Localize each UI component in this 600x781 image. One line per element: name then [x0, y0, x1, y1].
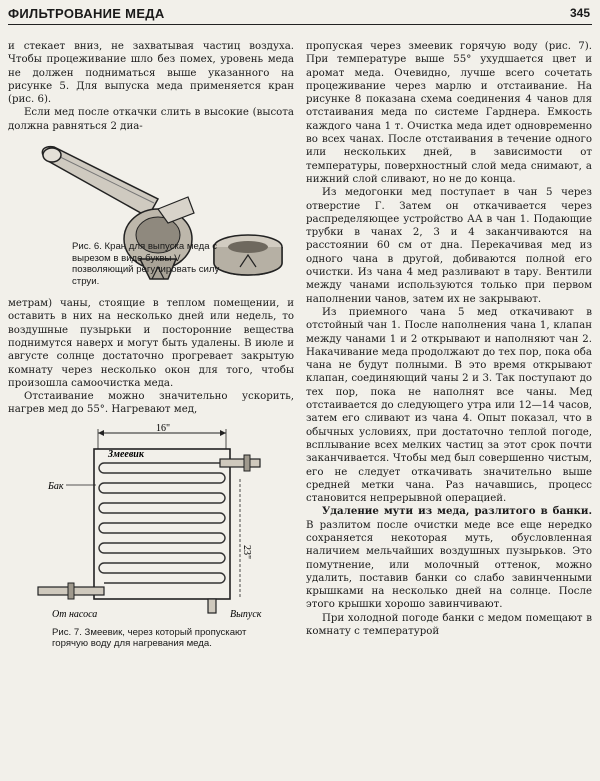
page-header	[8, 4, 592, 25]
section-body: В разлитом после очистки меде все еще нередко сохраняется некоторая муть, обусловленная наличием мельчайших воздушных пузырьков. Это помутнение, или молочный оттенок, можно удалить, поставив банки со слабо завинченными крышками на несколько дней на солнце. После этого крышки хорошо завинчивают.	[306, 519, 592, 611]
from-pump-label: От насоса	[52, 608, 98, 620]
right-column	[306, 40, 592, 638]
figure-7	[8, 422, 294, 650]
left-paragraph-2: Если мед после откачки слить в высокие (высота должна равняться 2 диа-	[8, 107, 294, 132]
left-paragraph-3: метрам) чаны, стоящие в теплом помещении, и оставить в них на несколько дней или недель, то воздушные пузырьки и посторонние вещества поднимутся наверх и могут быть удалены. В июле и августе солнце достаточно прогревает закрытую комнату через несколько окон для того, чтобы произошла самоочистка меда.	[8, 298, 294, 389]
right-paragraph-5: При холодной погоде банки с медом помещают в комнату с температурой	[306, 612, 592, 638]
left-paragraph-1: и стекает вниз, не захватывая частиц воздуха. Чтобы процеживание шло без помех, уровень меда не должен подниматься выше указанного на рисунке 5. Для выпуска меда применяется кран (рис. 6).	[8, 41, 294, 106]
page-number: 345	[569, 6, 590, 20]
right-paragraph-2: Из медогонки мед поступает в чан 5 через отверстие Г. Затем он откачивается через распределяющее устройство АА в чан 1. Подающие трубки в чанах 2, 3 и 4 заканчиваются на расстоянии 60 см от дна. Перекачивая мед из одного чана в другой, добиваются полной его очистки. Из чана 4 мед разливают в тару. Вентили между чанами используются только при первом наполнении чанов, затем их не закрывают.	[306, 187, 592, 305]
running-title: ФИЛЬТРОВАНИЕ МЕДА	[8, 6, 165, 21]
right-paragraph-4	[306, 505, 592, 611]
heating-coil-diagram	[8, 423, 294, 623]
figure-7-caption: Рис. 7. Змеевик, через который пропускают горячую воду для нагревания меда.	[52, 626, 247, 650]
height-dimension-label: 23"	[241, 544, 252, 559]
coil-loops	[99, 463, 225, 583]
outlet-label: Выпуск	[230, 608, 262, 620]
left-column	[8, 40, 294, 650]
left-paragraph-4: Отстаивание можно значительно ускорить, нагрев мед до 55°. Нагревают мед,	[8, 391, 294, 416]
tank-label: Бак	[48, 480, 64, 492]
right-paragraph-3: Из приемного чана 5 мед откачивают в отстойный чан 1. После наполнения чана 1, клапан между чанами 1 и 2 открывают и наполняют чан 2. Накачивание меда продолжают до тех пор, пока оба чана не будут полными. В это время открывают клапан, соединяющий чаны 2 и 3. Так поступают до тех пор, пока не наполнят все чаны. Мед отстаивается до следующего утра или 12—14 часов, затем его сливают из чана 4. Опыт показал, что в обычных условиях, при достаточно теплой погоде, всплывание всех мелких частиц за этот срок почти заканчивается. Чтобы мед был совершенно чистым, его не следует откачивать значительно выше средней метки чана. Раз начавшись, процесс становится непрерывной операцией.	[306, 306, 592, 505]
right-paragraph-1: пропуская через змеевик горячую воду (рис. 7). При температуре выше 55° ухудшается цвет и аромат меда. Очевидно, лучше всего сочетать процеживание через марлю и отстаивание. На рисунке 8 показана схема соединения 4 чанов для отстаивания меда по системе Гарднера. Емкость каждого чана 1 т. Очистка меда идет одновременно во всех чанах. После отстаивания в течение одного или нескольких дней, в зависимости от температуры, поверхностный слой меда снимают, а нижний слой сливают, но не до конца.	[306, 41, 592, 185]
width-dimension-label: 16"	[156, 422, 171, 434]
section-subheading: Удаление мути из меда, разлитого в банки.	[322, 505, 592, 518]
coil-label: Змеевик	[108, 448, 144, 460]
figure-6-caption: Рис. 6. Кран для выпуска меда с вырезом в виде буквы V, позволяющий регулировать силу струи.	[72, 241, 220, 287]
